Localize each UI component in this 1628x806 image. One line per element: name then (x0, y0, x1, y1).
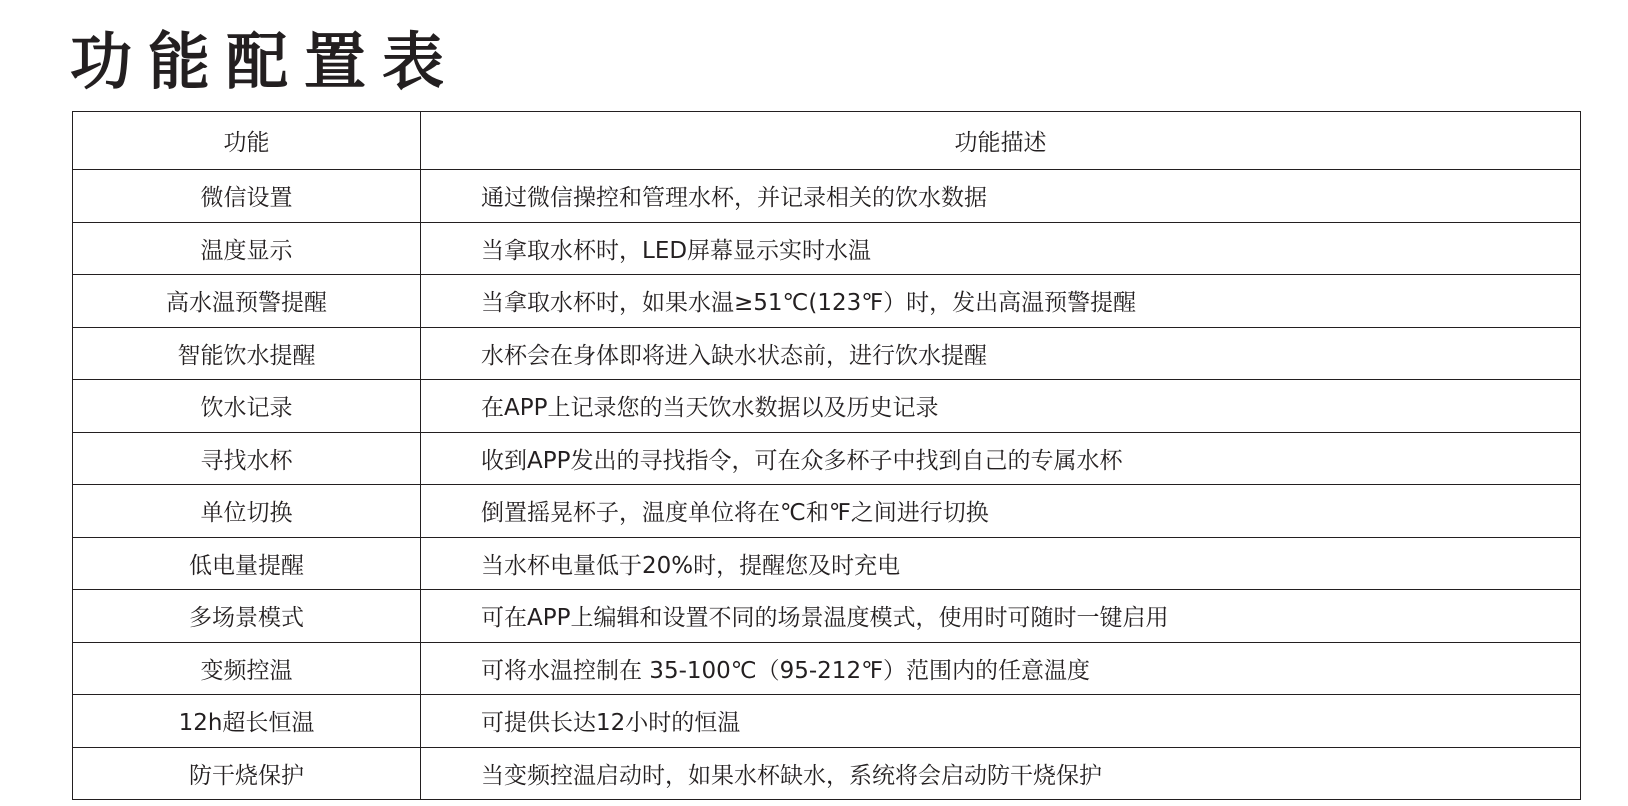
feature-description: 收到APP发出的寻找指令，可在众多杯子中找到自己的专属水杯 (421, 432, 1581, 485)
feature-description: 通过微信操控和管理水杯，并记录相关的饮水数据 (421, 170, 1581, 223)
table-row (73, 327, 1581, 380)
feature-name: 单位切换 (73, 485, 421, 538)
feature-description: 当拿取水杯时，LED屏幕显示实时水温 (421, 222, 1581, 275)
feature-name: 高水温预警提醒 (73, 275, 421, 328)
table-row (73, 432, 1581, 485)
feature-name: 多场景模式 (73, 590, 421, 643)
feature-name: 12h超长恒温 (73, 695, 421, 748)
table-row (73, 537, 1581, 590)
feature-table (72, 111, 1581, 800)
feature-name: 变频控温 (73, 642, 421, 695)
feature-description: 水杯会在身体即将进入缺水状态前，进行饮水提醒 (421, 327, 1581, 380)
table-row (73, 747, 1581, 800)
feature-description: 在APP上记录您的当天饮水数据以及历史记录 (421, 380, 1581, 433)
feature-name: 温度显示 (73, 222, 421, 275)
table-row (73, 590, 1581, 643)
table-row (73, 695, 1581, 748)
feature-name: 防干烧保护 (73, 747, 421, 800)
table-header-row (73, 112, 1581, 170)
page-title: 功能配置表 (70, 25, 461, 98)
feature-name: 寻找水杯 (73, 432, 421, 485)
feature-description: 可将水温控制在 35-100℃（95-212℉）范围内的任意温度 (421, 642, 1581, 695)
table-row (73, 222, 1581, 275)
table-row (73, 380, 1581, 433)
feature-description: 可在APP上编辑和设置不同的场景温度模式，使用时可随时一键启用 (421, 590, 1581, 643)
feature-name: 智能饮水提醒 (73, 327, 421, 380)
feature-description: 当水杯电量低于20%时，提醒您及时充电 (421, 537, 1581, 590)
header-feature-description: 功能描述 (421, 112, 1581, 170)
feature-description: 倒置摇晃杯子，温度单位将在℃和℉之间进行切换 (421, 485, 1581, 538)
feature-name: 微信设置 (73, 170, 421, 223)
feature-description: 可提供长达12小时的恒温 (421, 695, 1581, 748)
table-row (73, 170, 1581, 223)
header-feature: 功能 (73, 112, 421, 170)
feature-description: 当拿取水杯时，如果水温≥51℃(123℉）时，发出高温预警提醒 (421, 275, 1581, 328)
feature-name: 饮水记录 (73, 380, 421, 433)
table-row (73, 275, 1581, 328)
table-row (73, 642, 1581, 695)
feature-name: 低电量提醒 (73, 537, 421, 590)
feature-description: 当变频控温启动时，如果水杯缺水，系统将会启动防干烧保护 (421, 747, 1581, 800)
table-row (73, 485, 1581, 538)
